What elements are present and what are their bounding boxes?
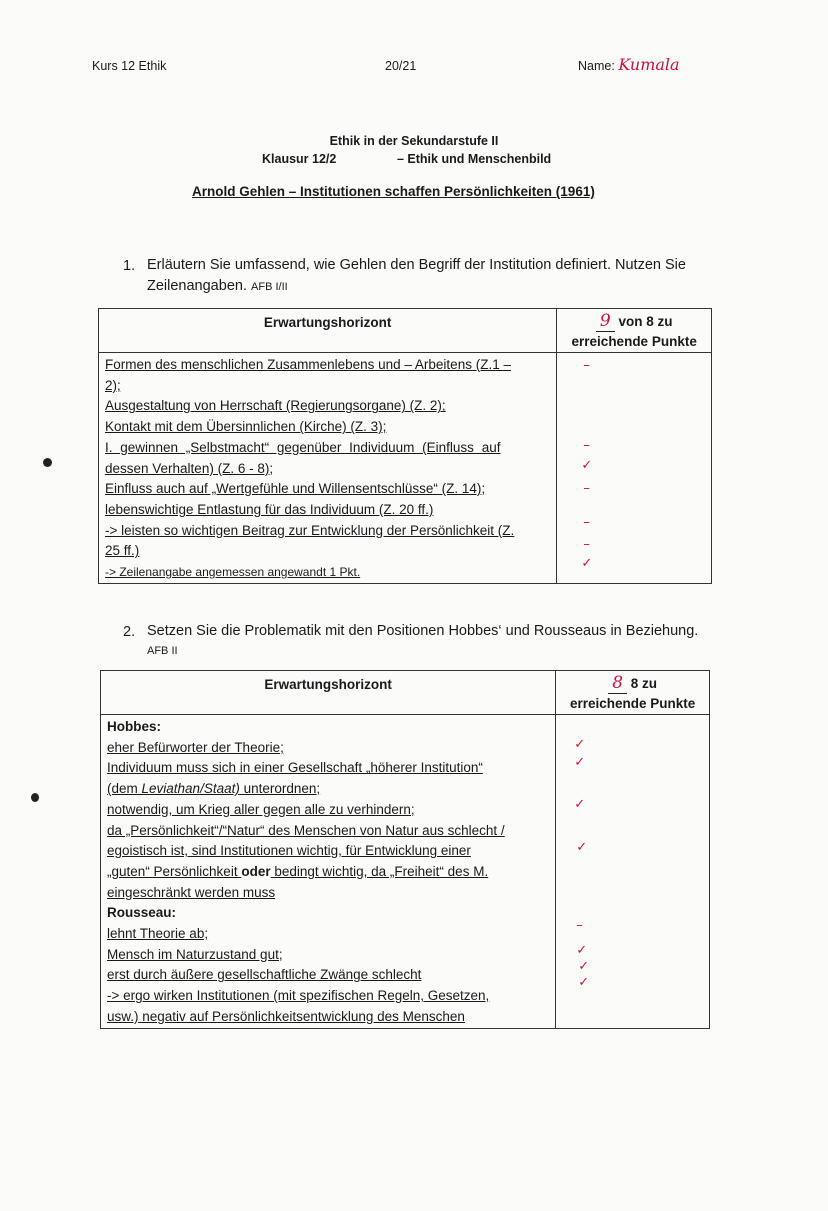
task1-expectations bbox=[99, 353, 557, 584]
check-mark-icon: – bbox=[583, 515, 590, 530]
task2-table-header: Erwartungshorizont bbox=[101, 671, 556, 715]
list-item: dessen Verhalten) (Z. 6 - 8); bbox=[105, 460, 274, 476]
task1-table-header: Erwartungshorizont bbox=[99, 309, 557, 353]
check-mark-icon: ✓ bbox=[574, 755, 586, 770]
check-mark-icon: ✓ bbox=[574, 797, 586, 812]
task1-points-cell: 9 von 8 zu erreichende Punkte bbox=[557, 309, 712, 353]
task1-marks bbox=[557, 353, 712, 584]
list-item: egoistisch ist, sind Institutionen wichtig, für Entwicklung einer bbox=[107, 843, 471, 859]
exam-number: Klausur 12/2 bbox=[262, 152, 337, 166]
list-item: „guten“ Persönlichkeit oder bedingt wichtig, da „Freiheit“ des M. bbox=[107, 863, 489, 879]
punch-hole bbox=[43, 458, 52, 467]
check-mark-icon: ✓ bbox=[578, 975, 590, 990]
list-item: Mensch im Naturzustand gut; bbox=[107, 946, 283, 962]
list-item: Ausgestaltung von Herrschaft (Regierungsorgane) (Z. 2); bbox=[105, 398, 446, 414]
check-mark-icon: ✓ bbox=[576, 943, 588, 958]
task2-points-cell: 8 8 zu erreichende Punkte bbox=[556, 671, 710, 715]
check-mark-icon: ✓ bbox=[581, 556, 593, 571]
school-year: 20/21 bbox=[385, 59, 417, 73]
list-item: eher Befürworter der Theorie; bbox=[107, 739, 284, 755]
list-item: (dem Leviathan/Staat) unterordnen; bbox=[107, 781, 321, 797]
task1-prompt-line1: Erläutern Sie umfassend, wie Gehlen den Begriff der Institution definiert. Nutzen Sie bbox=[147, 257, 686, 273]
list-item: lebenswichtige Entlastung für das Individuum (Z. 20 ff.) bbox=[105, 501, 434, 517]
list-item: notwendig, um Krieg aller gegen alle zu verhindern; bbox=[107, 801, 415, 817]
check-mark-icon: – bbox=[583, 358, 590, 373]
task1-prompt bbox=[147, 255, 727, 298]
list-item: 25 ff.) bbox=[105, 543, 140, 559]
check-mark-icon: – bbox=[576, 918, 583, 933]
exam-subject: Ethik in der Sekundarstufe II bbox=[329, 134, 499, 148]
task2-marks bbox=[556, 715, 710, 1029]
task2-expectations bbox=[101, 715, 556, 1029]
list-item: -> ergo wirken Institutionen (mit spezifischen Regeln, Gesetzen, bbox=[107, 988, 490, 1004]
check-mark-icon: ✓ bbox=[578, 959, 590, 974]
task2-prompt bbox=[147, 621, 727, 642]
course-label: Kurs 12 Ethik bbox=[92, 59, 167, 73]
task2-score: 8 bbox=[608, 673, 627, 694]
name-field bbox=[578, 55, 680, 74]
list-item: Einfluss auch auf „Wertgefühle und Willensentschlüsse“ (Z. 14); bbox=[105, 481, 486, 497]
list-item: Individuum muss sich in einer Gesellschaft „höherer Institution“ bbox=[107, 760, 483, 776]
section-heading-rousseau: Rousseau: bbox=[107, 905, 177, 921]
check-mark-icon: ✓ bbox=[581, 458, 593, 473]
check-mark-icon: – bbox=[583, 481, 590, 496]
task1-table bbox=[98, 308, 712, 584]
list-item: lehnt Theorie ab; bbox=[107, 926, 209, 942]
list-item: erst durch äußere gesellschaftliche Zwänge schlecht bbox=[107, 967, 422, 983]
task2-table bbox=[100, 670, 710, 1029]
task1-score: 9 bbox=[596, 311, 615, 332]
exam-title: Arnold Gehlen – Institutionen schaffen Persönlichkeiten (1961) bbox=[192, 184, 595, 199]
list-item: -> leisten so wichtigen Beitrag zur Entwicklung der Persönlichkeit (Z. bbox=[105, 522, 515, 538]
list-item: da „Persönlichkeit“/“Natur“ des Menschen von Natur aus schlecht / bbox=[107, 822, 505, 838]
list-item: usw.) negativ auf Persönlichkeitsentwicklung des Menschen bbox=[107, 1008, 465, 1024]
list-item: Kontakt mit dem Übersinnlichen (Kirche) (Z. 3); bbox=[105, 419, 387, 435]
punch-hole bbox=[31, 793, 39, 802]
name-label: Name: bbox=[578, 59, 615, 73]
check-mark-icon: – bbox=[583, 438, 590, 453]
list-item: Formen des menschlichen Zusammenlebens und – Arbeitens (Z.1 – bbox=[105, 357, 511, 372]
task2-number: 2. bbox=[123, 624, 136, 640]
check-mark-icon: ✓ bbox=[574, 737, 586, 752]
list-item: eingeschränkt werden muss bbox=[107, 884, 276, 900]
task1-afb: AFB I/II bbox=[251, 281, 288, 293]
handwritten-signature: Kumala bbox=[618, 55, 680, 74]
task2-prompt-line1: Setzen Sie die Problematik mit den Positionen Hobbes‘ und Rousseaus in Beziehung. bbox=[147, 623, 699, 639]
list-item: -> Zeilenangabe angemessen angewandt 1 Pkt. bbox=[105, 565, 361, 580]
task1-number: 1. bbox=[123, 258, 136, 274]
task2-afb: AFB II bbox=[147, 645, 178, 657]
check-mark-icon: ✓ bbox=[576, 840, 588, 855]
list-item: 2); bbox=[105, 377, 121, 393]
task1-prompt-line2: Zeilenangaben. AFB I/II bbox=[147, 278, 288, 294]
section-heading-hobbes: Hobbes: bbox=[107, 719, 161, 734]
list-item: I. gewinnen „Selbstmacht“ gegenüber Individuum (Einfluss auf bbox=[105, 439, 501, 455]
check-mark-icon: – bbox=[583, 537, 590, 552]
exam-topic: – Ethik und Menschenbild bbox=[397, 152, 552, 166]
